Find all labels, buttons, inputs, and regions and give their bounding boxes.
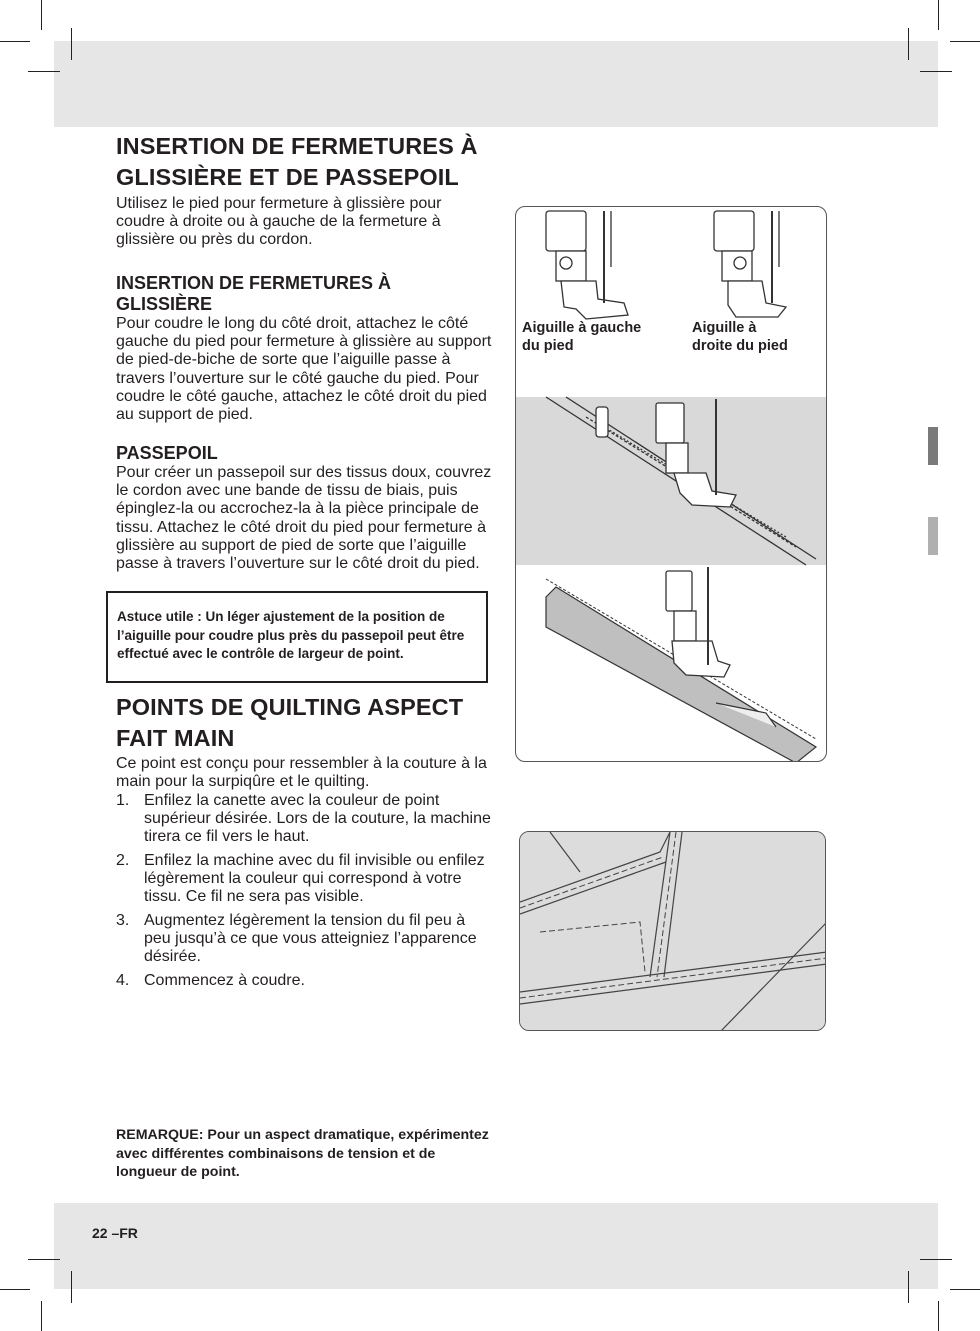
caption-needle-left: Aiguille à gauche du pied — [522, 320, 642, 354]
header-band — [54, 41, 938, 127]
language-tab-marker — [928, 427, 938, 465]
list-item: 1. Enfilez la canette avec la couleur de point supérieur désirée. Lors de la couture, la machine tirera ce fil vers le haut. — [116, 792, 491, 846]
zipper-foot-illustration — [515, 206, 827, 762]
language-tab-marker-secondary — [928, 517, 938, 555]
presser-foot-drawing — [516, 207, 827, 762]
quilting-title-line-1: POINTS DE QUILTING ASPECT — [116, 694, 464, 720]
quilting-title-line-2: FAIT MAIN — [116, 725, 235, 751]
quilting-fabric-drawing — [520, 832, 826, 1031]
piping-paragraph: Pour créer un passepoil sur des tissus doux, couvrez le cordon avec une bande de tissu de biais, puis épinglez-la ou accrochez-la à la pièce principale de tissu. Attachez le côté droit du pied pour fermeture à glissière au support de pied de sorte que l’aiguille passe à travers l’ouverture sur le côté droit du pied. — [116, 464, 492, 573]
zipper-subsection — [116, 273, 492, 424]
remark-note: REMARQUE: Pour un aspect dramatique, expérimentez avec différentes combinaisons de tension et de longueur de point. — [116, 1127, 489, 1180]
tip-text: Astuce utile : Un léger ajustement de la position de l’aiguille pour coudre plus près du passepoil peut être effectué avec le contrôle de largeur de point. — [117, 609, 465, 662]
tip-box — [106, 591, 488, 683]
footer-band — [54, 1203, 938, 1289]
quilting-body — [116, 755, 492, 996]
piping-heading: PASSEPOIL — [116, 443, 218, 463]
list-item: 3. Augmentez légèrement la tension du fil peu à peu jusqu’à ce que vous atteigniez l’apparence désirée. — [116, 912, 477, 966]
quilting-steps — [116, 792, 492, 990]
caption-needle-right: Aiguille à droite du pied — [692, 320, 788, 354]
section-title-zipper-piping — [116, 131, 492, 193]
zipper-heading-line-1: INSERTION DE FERMETURES À — [116, 273, 392, 293]
title-line-1: INSERTION DE FERMETURES À — [116, 133, 478, 159]
zipper-paragraph: Pour coudre le long du côté droit, attachez le côté gauche du pied pour fermeture à glissière au support de pied-de-biche de sorte que l’aiguille passe à travers l’ouverture sur le côté gauche du pied. Pour coudre le côté gauche, attachez le côté droit du pied au support de pied. — [116, 315, 492, 424]
section-intro — [116, 195, 492, 250]
section-title-quilting — [116, 692, 492, 754]
page-number: 22 –FR — [92, 1225, 138, 1241]
quilting-intro: Ce point est conçu pour ressembler à la couture à la main pour la surpiqûre et le quilting. — [116, 755, 487, 791]
list-item: 2. Enfilez la machine avec du fil invisible ou enfilez légèrement la couleur qui correspond à votre tissu. Ce fil ne sera pas visible. — [116, 852, 485, 906]
title-line-2: GLISSIÈRE ET DE PASSEPOIL — [116, 164, 459, 190]
intro-paragraph: Utilisez le pied pour fermeture à glissière pour coudre à droite ou à gauche de la fermeture à glissière ou près du cordon. — [116, 195, 442, 249]
piping-subsection — [116, 443, 492, 573]
list-item: 4. Commencez à coudre. — [116, 972, 305, 990]
zipper-heading-line-2: GLISSIÈRE — [116, 294, 213, 314]
quilting-stitch-illustration — [519, 831, 826, 1031]
